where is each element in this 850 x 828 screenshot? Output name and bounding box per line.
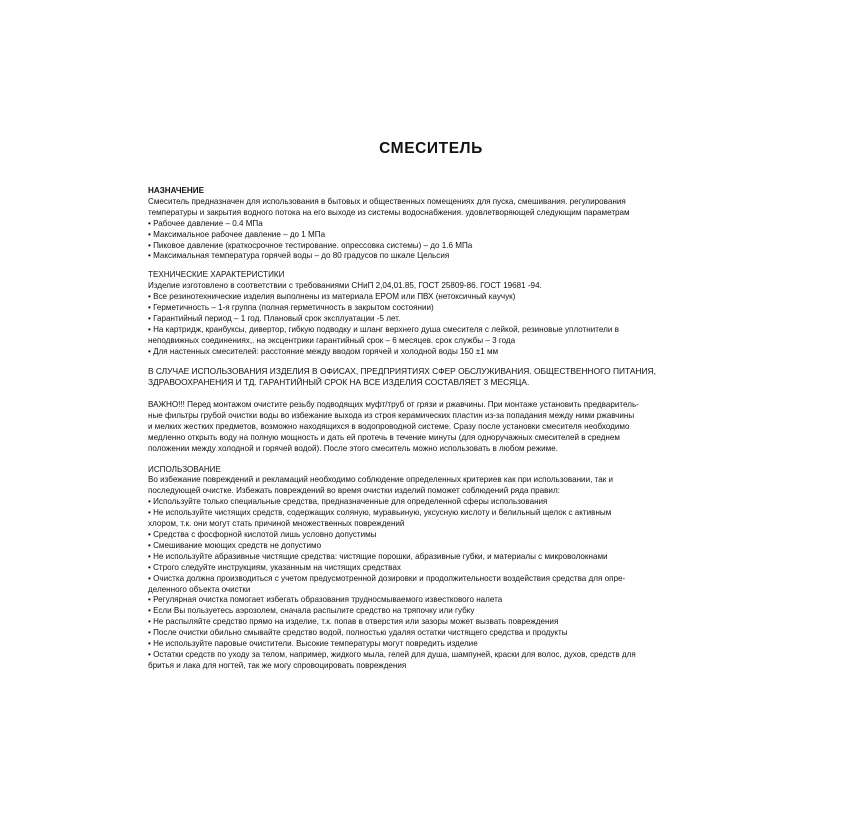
section-usage [148,465,704,672]
section-purpose-heading: НАЗНАЧЕНИЕ [148,186,204,195]
text-line: Во избежание повреждений и рекламаций необходимо соблюдение определенных критериев как при использовании, так и [148,475,614,485]
section-usage-heading: ИСПОЛЬЗОВАНИЕ [148,464,221,474]
text-line: • На картридж, кранбуксы, дивертор, гибкую подводку и шланг верхнего душа смесителя с лейкой, резиновые уплотнители в [148,324,619,334]
text-line: положении между холодной и горячей водой). После этого смеситель можно использовать в любом режиме. [148,443,558,453]
text-line: бритья и лака для ногтей, так же могу спровоцировать повреждения [148,660,407,670]
text-line: ные фильтры грубой очистки воды во избежание выхода из строя керамических пластин из-за попадания между ними ржавчины [148,410,635,420]
text-line: • Используйте только специальные средства, предназначенные для определенной сферы использования [148,497,548,507]
text-line: • Очистка должна производиться с учетом предусмотренной дозировки и продолжительности воздействия средства для опре- [148,573,626,583]
text-line: • Не используйте абразивные чистящие средства: чистящие порошки, абразивные губки, и материалы с микроволокнами [148,551,608,561]
section-warranty-notice [148,366,704,388]
text-line: • Для настенных смесителей: расстояние между вводом горячей и холодной воды 150 ±1 мм [148,346,499,356]
text-line: • Смешивание моющих средств не допустимо [148,540,322,550]
section-purpose-body [148,197,704,262]
section-usage-body [148,475,704,671]
text-line: • Максимальное рабочее давление – до 1 МПа [148,229,326,239]
text-line: Смеситель предназначен для использования в бытовых и общественных помещениях для пуска, смешивания. регулирования [148,196,626,206]
text-line: медленно открыть воду на полную мощность и дать ей протечь в течение минуты (для одноручажных смесителей в среднем [148,432,620,442]
text-line: • Не используйте паровые очистители. Высокие температуры могут повредить изделие [148,639,478,649]
text-line: • Рабочее давление – 0.4 МПа [148,218,263,228]
text-line: и мелких жестких предметов, возможно находящихся в водопроводной системе. Сразу после установки смесителя необходимо [148,421,630,431]
text-line: • Регулярная очистка помогает избегать образования трудносмываемого известкового налета [148,595,503,605]
document [148,140,704,680]
text-line: ВАЖНО!!! Перед монтажом очистите резьбу подводящих муфт/труб от грязи и ржавчины. При монтаже установить предваритель- [148,400,639,409]
text-line: • Остатки средств по уходу за телом, например, жидкого мыла, гелей для душа, шампуней, краски для волос, духов, средств для [148,649,636,659]
text-line: хлором, т.к. они могут стать причиной множественных повреждений [148,519,405,529]
text-line: • Гарантийный период – 1 год. Плановый срок эксплуатации -5 лет. [148,313,401,323]
page-title: СМЕСИТЕЛЬ [379,140,483,157]
text-line: • Не используйте чистящих средств, содержащих соляную, муравьиную, уксусную кислоту и белильный щелок с активным [148,508,612,518]
section-important [148,400,704,455]
section-specs [148,270,704,357]
text-line: деленного объекта очистки [148,584,251,594]
text-line: В СЛУЧАЕ ИСПОЛЬЗОВАНИЯ ИЗДЕЛИЯ В ОФИСАХ, ПРЕДПРИЯТИЯХ СФЕР ОБСЛУЖИВАНИЯ. ОБЩЕСТВЕННОГО ПИТАНИЯ, [148,365,656,376]
text-line: • Строго следуйте инструкциям, указанным на чистящих средствах [148,562,401,572]
section-warranty-notice-body [148,366,704,388]
text-line: • После очистки обильно смывайте средство водой, полностью удаляя остатки чистящего средства и продукты [148,628,568,638]
text-line: • Герметичность – 1-я группа (полная герметичность в закрытом состоянии) [148,303,434,313]
text-line: • Если Вы пользуетесь аэрозолем, сначала распылите средство на тряпочку или губку [148,606,475,616]
text-line: • Максимальная температура горячей воды – до 80 градусов по шкале Цельсия [148,251,450,261]
section-specs-body [148,281,704,357]
text-line: неподвижных соединениях,. на эксцентрики гарантийный срок – 6 месяцев. срок службы – 3 года [148,335,516,345]
section-important-body [148,400,704,455]
text-line: ЗДРАВООХРАНЕНИЯ И ТД. ГАРАНТИЙНЫЙ СРОК НА ВСЕ ИЗДЕЛИЯ СОСТАВЛЯЕТ 3 МЕСЯЦА. [148,376,530,387]
text-line: • Средства с фосфорной кислотой лишь условно допустимы [148,529,377,539]
section-purpose [148,186,704,262]
section-specs-heading: ТЕХНИЧЕСКИЕ ХАРАКТЕРИСТИКИ [148,270,285,280]
text-line: • Пиковое давление (краткосрочное тестирование. опрессовка системы) – до 1.6 МПа [148,240,473,250]
text-line: температуры и закрытия водного потока на его выходе из системы водоснабжения. удовлетворяющей следующим параметрам [148,207,630,217]
text-line: • Не распыляйте средство прямо на изделие, т.к. попав в отверстия или зазоры может вызвать повреждения [148,617,559,627]
text-line: • Все резинотехнические изделия выполнены из материала EPOM или ПВХ (нетоксичный каучук) [148,292,516,302]
text-line: последующей очистке. Избежать повреждений во время очистки изделий поможет соблюдений ряда правил: [148,486,560,496]
text-line: Изделие изготовлено в соответствии с требованиями СНиП 2,04,01.85, ГОСТ 25809-86. ГОСТ 19681 -94. [148,281,542,291]
